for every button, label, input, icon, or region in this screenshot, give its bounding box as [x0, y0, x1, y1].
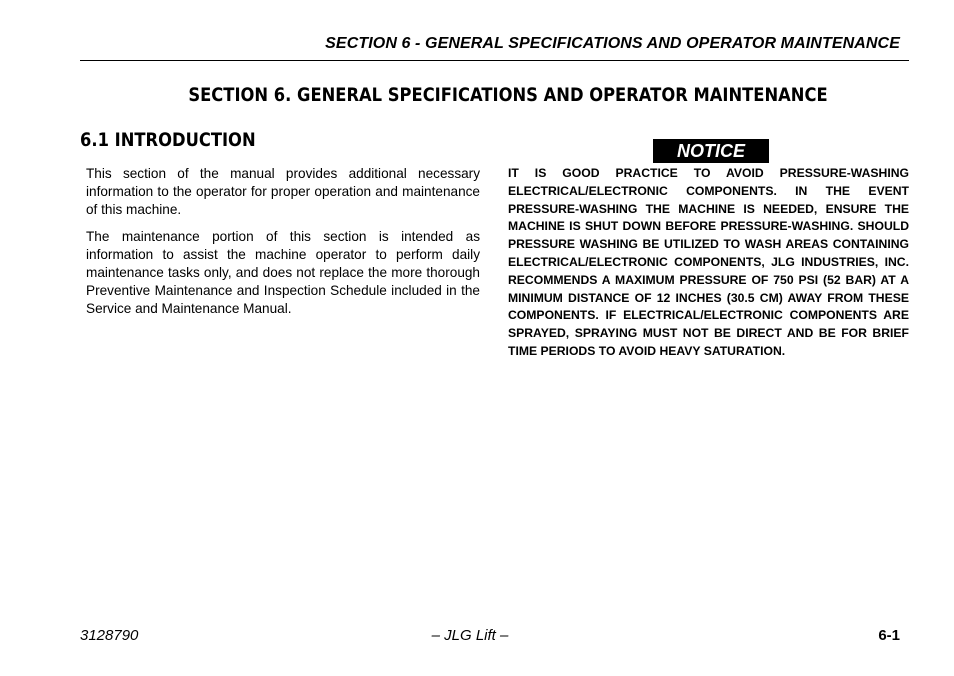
- notice-text: IT IS GOOD PRACTICE TO AVOID PRESSURE-WASHING ELECTRICAL/ELECTRONIC COMPONENTS. IN THE EVENT PRESSURE-WASHING THE MACHINE IS NEEDED, ENSURE THE MACHINE IS SHUT DOWN BEFORE PRESSURE-WASHING. SHOULD PRESSURE WASHING BE UTILIZED TO WASH AREAS CONTAINING ELECTRICAL/ELECTRONIC COMPONENTS, JLG INDUSTRIES, INC. RECOMMENDS A MAXIMUM PRESSURE OF 750 PSI (52 BAR) AT A MINIMUM DISTANCE OF 12 INCHES (30.5 CM) AWAY FROM THESE COMPONENTS. IF ELECTRICAL/ELECTRONIC COMPONENTS ARE SPRAYED, SPRAYING MUST NOT BE DIRECT AND BE FOR BRIEF TIME PERIODS TO AVOID HEAVY SATURATION.: [508, 166, 909, 358]
- footer-brand: – JLG Lift –: [431, 627, 509, 644]
- introduction-body: [86, 165, 480, 327]
- section-title: SECTION 6. GENERAL SPECIFICATIONS AND OPERATOR MAINTENANCE: [188, 84, 828, 106]
- subsection-heading: 6.1 INTRODUCTION: [80, 129, 256, 151]
- footer-page-number: 6-1: [878, 627, 900, 644]
- footer-doc-number: 3128790: [80, 627, 139, 644]
- notice-label: NOTICE: [653, 139, 769, 163]
- running-header: SECTION 6 - GENERAL SPECIFICATIONS AND OPERATOR MAINTENANCE: [325, 35, 900, 52]
- header-divider: [80, 60, 909, 61]
- intro-paragraph: This section of the manual provides additional necessary information to the operator for proper operation and maintenance of this machine.: [86, 166, 480, 217]
- maintenance-paragraph: The maintenance portion of this section is intended as information to assist the machine operator to perform daily maintenance tasks only, and does not replace the more thorough Preventive Maintenance and Inspection Schedule included in the Service and Maintenance Manual.: [86, 229, 480, 316]
